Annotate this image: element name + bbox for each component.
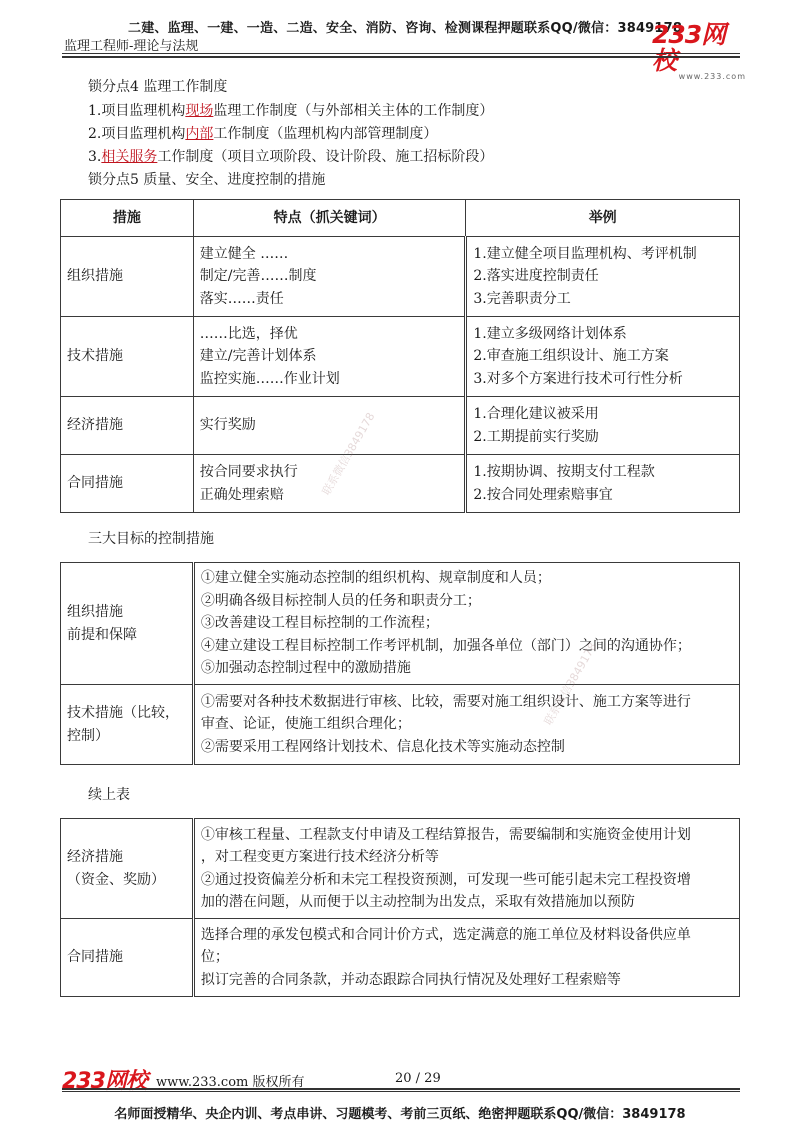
measure-line: 技术措施（比较， — [67, 705, 179, 721]
header-rule — [62, 53, 740, 54]
features-cell — [193, 397, 466, 455]
content-cell — [193, 563, 739, 685]
watermark: 联系微信3849178 — [319, 410, 378, 498]
measure-line: 经济措施 — [67, 849, 123, 865]
content-line: 位； — [200, 949, 229, 966]
content-line: ②明确各级目标控制人员的任务和职责分工； — [200, 592, 481, 609]
examples-cell — [466, 317, 740, 397]
feature-line: ……比选，择优 — [199, 325, 298, 342]
item-suffix: 工作制度（项目立项阶段、设计阶段、施工招标阶段） — [157, 149, 494, 165]
table-row — [61, 237, 740, 317]
table-row — [61, 455, 740, 513]
measure-cell: 技术措施 — [61, 317, 194, 397]
table-header-row — [61, 200, 740, 237]
header-rule-thick — [62, 56, 740, 58]
features-cell — [193, 317, 466, 397]
section5-title: 锁分点5 质量、安全、进度控制的措施 — [88, 172, 326, 188]
feature-line: 正确处理索赔 — [199, 486, 284, 503]
measure-line: 组织措施 — [67, 604, 123, 620]
continued-title: 续上表 — [88, 787, 130, 803]
table-row — [61, 317, 740, 397]
content-line: ③改善建设工程目标控制的工作流程； — [200, 615, 439, 632]
content-cell — [193, 819, 739, 919]
header-features: 特点（抓关键词） — [193, 200, 466, 237]
three-goals-table — [60, 562, 740, 765]
table-row — [61, 685, 740, 765]
example-line: 3.完善职责分工 — [473, 290, 571, 307]
item-highlight: 现场 — [185, 103, 214, 119]
examples-cell — [466, 455, 740, 513]
content-line: ⑤加强动态控制过程中的激励措施 — [200, 660, 411, 677]
footer-bottom-line: 名师面授精华、央企内训、考点串讲、习题模考、考前三页纸、绝密押题联系QQ/微信：3849178 — [114, 1107, 686, 1122]
feature-line: 制定/完善……制度 — [199, 268, 317, 285]
measure-line: 前提和保障 — [67, 626, 137, 643]
content-cell — [193, 919, 739, 997]
section4-item-1 — [88, 102, 493, 120]
table-row — [61, 563, 740, 685]
header-top-line: 二建、监理、一建、一造、二造、安全、消防、咨询、检测课程押题联系QQ/微信：3849178 — [128, 21, 683, 36]
example-line: 2.审查施工组织设计、施工方案 — [473, 348, 669, 365]
continued-table — [60, 818, 740, 997]
footer-logo: 233网校 — [62, 1069, 147, 1094]
example-line: 1.建立多级网络计划体系 — [473, 325, 627, 342]
footer-rule-thick — [62, 1088, 740, 1090]
table-row — [61, 397, 740, 455]
item-prefix: 3. — [88, 149, 102, 165]
content-line: ，对工程变更方案进行技术经济分析等 — [200, 849, 439, 865]
brand-logo — [652, 22, 746, 81]
measure-cell — [61, 685, 194, 765]
content-line: 加的潜在问题，从而便于以主动控制为出发点，采取有效措施加以预防 — [200, 894, 635, 910]
content-line: 审查、论证，使施工组织合理化； — [200, 716, 411, 733]
item-highlight: 内部 — [185, 126, 214, 142]
example-line: 3.对多个方案进行技术可行性分析 — [473, 370, 683, 387]
feature-line: 监控实施……作业计划 — [199, 370, 340, 387]
feature-line: 建立/完善计划体系 — [199, 348, 317, 365]
three-goals-title: 三大目标的控制措施 — [88, 531, 214, 547]
section4-item-3 — [88, 148, 493, 166]
logo-url: www.233.com — [678, 72, 746, 81]
header-measure: 措施 — [61, 200, 194, 237]
item-suffix: 工作制度（监理机构内部管理制度） — [213, 126, 438, 142]
logo-text: 233网校 — [652, 20, 726, 75]
feature-line: 建立健全 …… — [199, 245, 289, 262]
content-cell — [193, 685, 739, 765]
footer-rule — [62, 1091, 740, 1092]
item-highlight: 相关服务 — [101, 149, 158, 165]
example-line: 1.建立健全项目监理机构、考评机制 — [473, 245, 697, 262]
examples-cell — [466, 237, 740, 317]
content-line: ①建立健全实施动态控制的组织机构、规章制度和人员； — [200, 570, 551, 587]
item-prefix: 2.项目监理机构 — [88, 126, 186, 142]
table-row — [61, 919, 740, 997]
content-line: ①需要对各种技术数据进行审核、比较，需要对施工组织设计、施工方案等进行 — [200, 693, 691, 710]
measure-cell: 经济措施 — [61, 397, 194, 455]
content-line: ②通过投资偏差分析和未完工程投资预测，可发现一些可能引起未完工程投资增 — [200, 871, 691, 888]
table-row — [61, 819, 740, 919]
document-subtitle: 监理工程师-理论与法规 — [64, 39, 199, 54]
content-line: ①审核工程量、工程款支付申请及工程结算报告，需要编制和实施资金使用计划 — [200, 826, 691, 843]
feature-line: 实行奖励 — [199, 417, 256, 434]
section4-title: 锁分点4 监理工作制度 — [88, 79, 228, 95]
page-number: 20 / 29 — [395, 1071, 441, 1086]
measures-table — [60, 199, 740, 513]
footer-copyright: www.233.com 版权所有 — [156, 1075, 305, 1090]
content-line: ④建立建设工程目标控制工作考评机制，加强各单位（部门）之间的沟通协作； — [200, 637, 691, 654]
measure-cell: 合同措施 — [61, 455, 194, 513]
measure-cell — [61, 563, 194, 685]
item-prefix: 1.项目监理机构 — [88, 103, 186, 119]
measure-cell: 组织措施 — [61, 237, 194, 317]
example-line: 2.落实进度控制责任 — [473, 268, 599, 285]
measure-cell — [61, 819, 194, 919]
example-line: 1.合理化建议被采用 — [473, 406, 599, 422]
example-line: 1.按期协调、按期支付工程款 — [473, 464, 655, 480]
feature-line: 按合同要求执行 — [199, 464, 298, 480]
item-suffix: 监理工作制度（与外部相关主体的工作制度） — [213, 103, 494, 119]
example-line: 2.按合同处理索赔事宜 — [473, 486, 613, 503]
content-line: 拟订完善的合同条款，并动态跟踪合同执行情况及处理好工程索赔等 — [200, 971, 621, 988]
measure-line: 控制） — [67, 727, 109, 744]
measure-line: 合同措施 — [67, 949, 123, 966]
content-line: 选择合理的承发包模式和合同计价方式，选定满意的施工单位及材料设备供应单 — [200, 926, 691, 943]
features-cell — [193, 237, 466, 317]
measure-cell — [61, 919, 194, 997]
examples-cell — [466, 397, 740, 455]
measure-line: （资金、奖励） — [67, 871, 165, 888]
watermark: 联系微信3849178 — [541, 640, 600, 728]
example-line: 2.工期提前实行奖励 — [473, 428, 599, 445]
header-examples: 举例 — [466, 200, 740, 237]
content-line: ②需要采用工程网络计划技术、信息化技术等实施动态控制 — [200, 738, 565, 755]
section4-item-2 — [88, 125, 437, 143]
feature-line: 落实……责任 — [199, 290, 284, 307]
